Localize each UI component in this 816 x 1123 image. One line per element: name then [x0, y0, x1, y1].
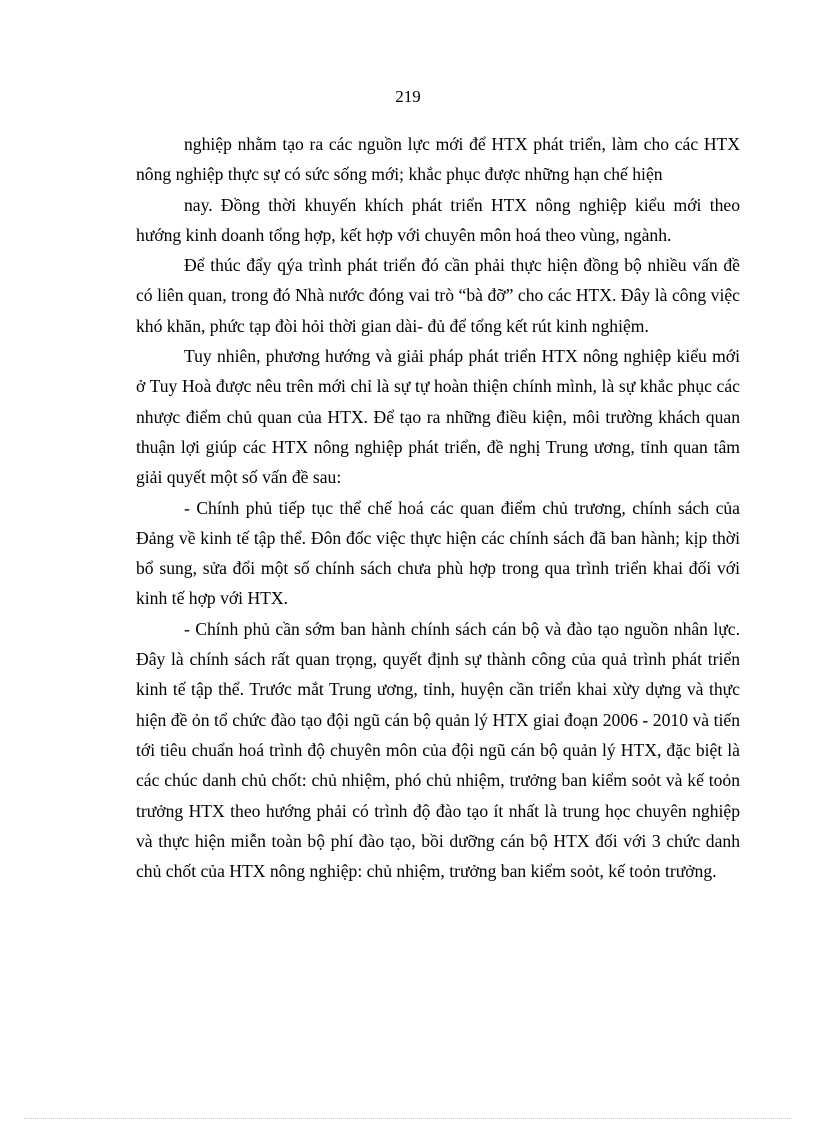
paragraph-2: nay. Đồng thời khuyến khích phát triển HTX nông nghiệp kiểu mới theo hướng kinh doanh tổng hợp, kết hợp với chuyên môn hoá theo vùng, ngành. — [136, 194, 740, 245]
paragraph-3: Để thúc đẩy qýa trình phát triển đó cần phải thực hiện đồng bộ nhiều vấn đề có liên quan, trong đó Nhà nước đóng vai trò “bà đỡ” cho các HTX. Đây là công việc khó khăn, phức tạp đòi hỏi thời gian dài- đủ để tổng kết rút kinh nghiệm. — [136, 255, 740, 336]
body-text — [136, 129, 740, 886]
paragraph-6: - Chính phủ cần sớm ban hành chính sách cán bộ và đào tạo nguồn nhân lực. Đây là chính sách rất quan trọng, quyết định sự thành công của quả trình phát triển kinh tế tập thể. Trước mắt Trung ương, tỉnh, huyện cần triển khai xừy dựng và thực hiện đề ỏn tổ chức đào tạo đội ngũ cán bộ quản lý HTX giai đoạn 2006 - 2010 và tiến tới tiêu chuẩn hoá trình độ chuyên môn của đội ngũ cán bộ quản lý HTX, đặc biệt là các chúc danh chủ chốt: chủ nhiệm, phó chủ nhiệm, trưởng ban kiểm soỏt và kế toỏn trưởng HTX theo hướng phải có trình độ đào tạo ít nhất là trung học chuyên nghiệp và thực hiện miễn toàn bộ phí đào tạo, bồi dưỡng cán bộ HTX đối với 3 chức danh chủ chốt của HTX nông nghiệp: chủ nhiệm, trưởng ban kiểm soỏt, kế toỏn trưởng. — [136, 618, 740, 882]
paragraph-4: Tuy nhiên, phương hướng và giải pháp phát triển HTX nông nghiệp kiểu mới ở Tuy Hoà được nêu trên mới chỉ là sự tự hoàn thiện chính mình, là sự khắc phục các nhược điểm chủ quan của HTX. Để tạo ra những điều kiện, môi trường khách quan thuận lợi giúp các HTX nông nghiệp phát triển, đề nghị Trung ương, tỉnh quan tâm giải quyết một số vấn đề sau: — [136, 346, 740, 488]
paragraph-5: - Chính phủ tiếp tục thể chế hoá các quan điểm chủ trương, chính sách của Đảng về kinh tế tập thể. Đôn đốc việc thực hiện các chính sách đã ban hành; kịp thời bổ sung, sửa đổi một số chính sách chưa phù hợp trong qua trình triển khai đối với kinh tế hợp với HTX. — [136, 497, 740, 609]
page-number: 219 — [395, 87, 421, 106]
paragraph-1: nghiệp nhằm tạo ra các nguồn lực mới để HTX phát triển, làm cho các HTX nông nghiệp thực sự có sức sống mới; khắc phục được những hạn chế hiện — [136, 134, 740, 185]
page-bottom-divider — [24, 1118, 792, 1119]
